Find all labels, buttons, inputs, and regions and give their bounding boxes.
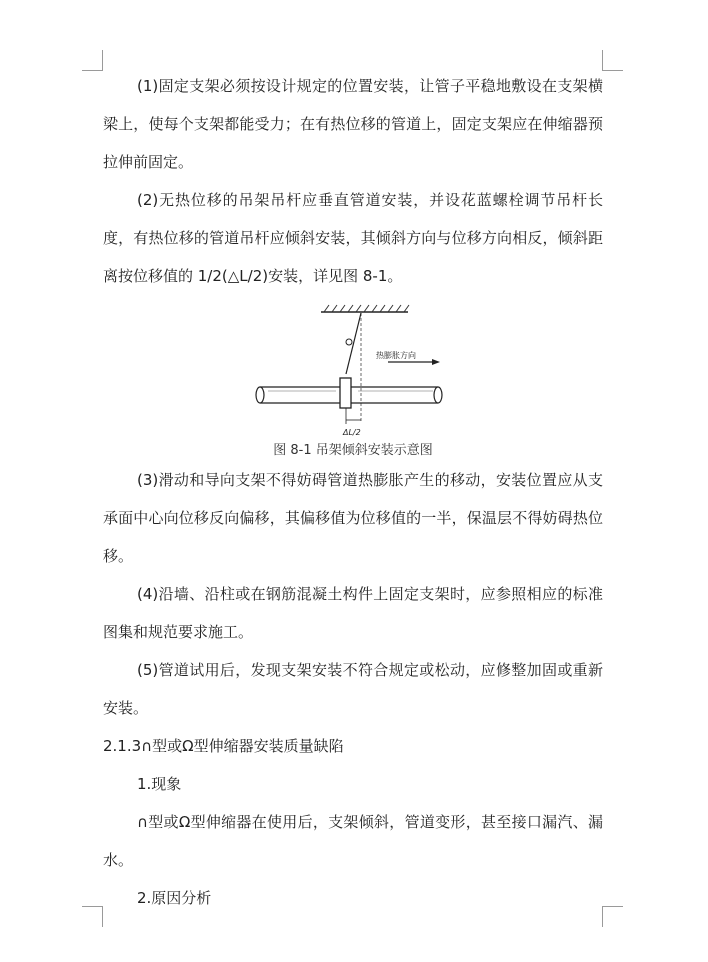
crop-mark-bottom-right bbox=[602, 906, 623, 927]
expansion-direction-label: 热膨胀方向 bbox=[376, 351, 416, 360]
crop-mark-top-left bbox=[82, 50, 103, 71]
text-block-bottom bbox=[103, 461, 603, 917]
crop-mark-bottom-left bbox=[82, 906, 103, 927]
ceiling-hatch bbox=[321, 305, 409, 312]
dimension-label: ΔL/2 bbox=[343, 428, 361, 437]
subheading-cause-analysis: 2.原因分析 bbox=[137, 889, 212, 907]
expansion-arrowhead bbox=[432, 359, 440, 365]
turnbuckle bbox=[346, 339, 352, 345]
paragraph-5: (5)管道试用后，发现支架安装不符合规定或松动，应修整加固或重新安装。 bbox=[103, 661, 603, 717]
figure-caption: 图 8-1 吊架倾斜安装示意图 bbox=[273, 443, 433, 458]
paragraph-1: (1)固定支架必须按设计规定的位置安装，让管子平稳地敷设在支架横梁上，使每个支架都能受力；在有热位移的管道上，固定支架应在伸缩器预拉伸前固定。 bbox=[103, 77, 603, 171]
paragraph-2: (2)无热位移的吊架吊杆应垂直管道安装，并设花蓝螺栓调节吊杆长度，有热位移的管道吊杆应倾斜安装，其倾斜方向与位移方向相反，倾斜距离按位移值的 1/2(△L/2)安装，详见图 8-1。 bbox=[103, 191, 603, 285]
phenomenon-text: ∩型或Ω型伸缩器在使用后，支架倾斜，管道变形，甚至接口漏汽、漏水。 bbox=[103, 813, 603, 869]
text-block-top bbox=[103, 67, 603, 295]
paragraph-3: (3)滑动和导向支架不得妨碍管道热膨胀产生的移动，安装位置应从支承面中心向位移反向偏移，其偏移值为位移值的一半，保温层不得妨碍热位移。 bbox=[103, 471, 603, 565]
crop-mark-top-right bbox=[602, 50, 623, 71]
paragraph-4: (4)沿墙、沿柱或在钢筋混凝土构件上固定支架时，应参照相应的标准图集和规范要求施工。 bbox=[103, 585, 603, 641]
subheading-phenomenon: 1.现象 bbox=[137, 775, 182, 793]
section-heading: 2.1.3∩型或Ω型伸缩器安装质量缺陷 bbox=[103, 737, 344, 755]
pipe-clamp bbox=[340, 378, 351, 408]
hanger-diagram bbox=[248, 300, 458, 440]
